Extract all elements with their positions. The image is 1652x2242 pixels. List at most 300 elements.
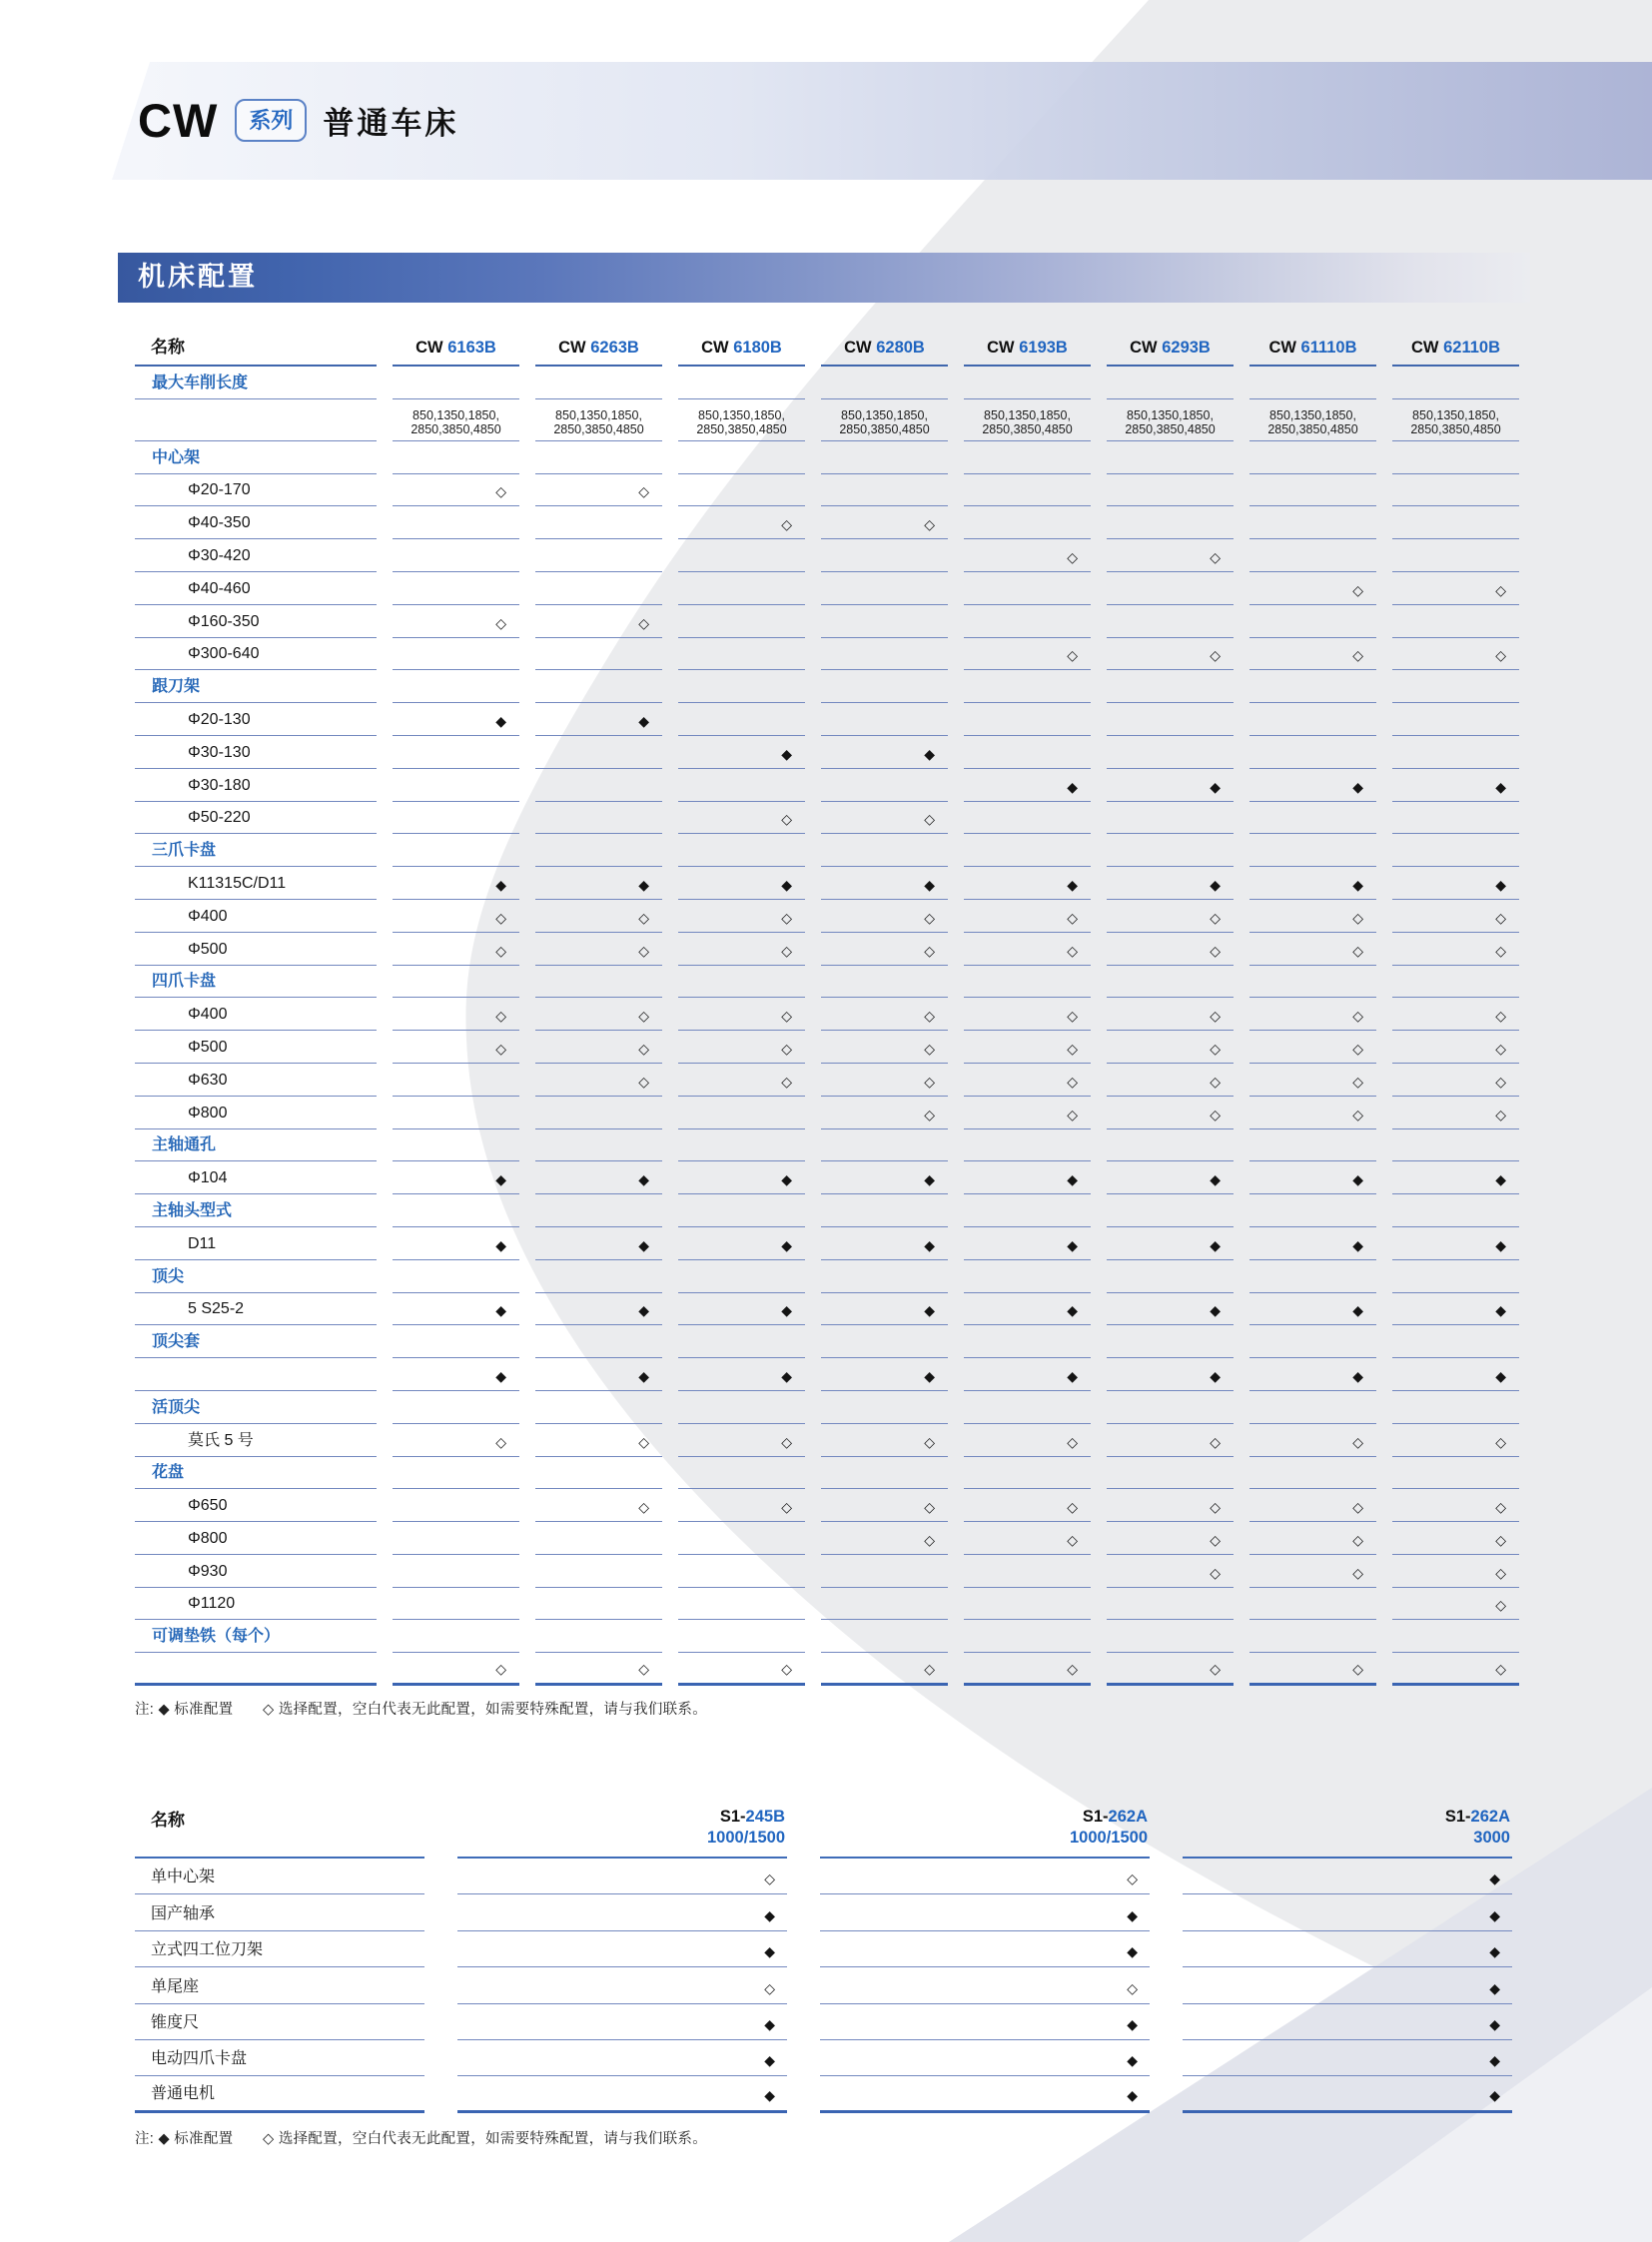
config-cell [678, 1418, 805, 1424]
config-cell [1392, 533, 1519, 539]
config-cell [821, 697, 948, 703]
section-row [135, 1457, 1519, 1490]
config-cell [1249, 533, 1376, 539]
section-row [135, 670, 1519, 703]
config-cell [1249, 632, 1376, 638]
config-cell: ◇ [393, 483, 519, 506]
table-row [135, 769, 1519, 802]
config-cell [1392, 566, 1519, 572]
config-cell [821, 1221, 948, 1227]
config-cell: ◆ [457, 1907, 787, 1931]
section-row [135, 1260, 1519, 1293]
config-cell [1249, 1483, 1376, 1489]
config-cell [535, 1582, 662, 1588]
config-table-note: 注: ◆ 标准配置 ◇ 选择配置，空白代表无此配置，如需要特殊配置，请与我们联系。 [135, 1702, 708, 1718]
config-cell: ◇ [964, 1041, 1091, 1064]
config-cell: ◇ [821, 1434, 948, 1457]
length-values-cell: 850,1350,1850, 2850,3850,4850 [535, 408, 662, 441]
table-row [135, 1555, 1519, 1588]
config-cell [1249, 1614, 1376, 1620]
config-cell [535, 533, 662, 539]
config-cell: ◇ [821, 1074, 948, 1097]
config-cell: ◆ [1107, 1368, 1234, 1391]
row-label: 莫氏 5 号 [135, 1427, 377, 1457]
column-header [678, 339, 805, 367]
config-cell: ◇ [678, 1499, 805, 1522]
config-cell [1249, 1418, 1376, 1424]
config-cell [1249, 468, 1376, 474]
config-cell: ◆ [1249, 1368, 1376, 1391]
config-cell: ◇ [1249, 1074, 1376, 1097]
config-cell [821, 992, 948, 998]
table-row [135, 1931, 1512, 1967]
config-cell [1107, 1155, 1234, 1161]
table-row [135, 933, 1519, 966]
config-cell: ◆ [1183, 1907, 1512, 1931]
config-cell: ◇ [393, 1041, 519, 1064]
row-label: Φ630 [135, 1072, 377, 1097]
config-cell [821, 730, 948, 736]
table-row [135, 1653, 1519, 1686]
section-row [135, 441, 1519, 474]
config-cell: ◇ [1392, 1597, 1519, 1620]
row-label: Φ160-350 [135, 613, 377, 638]
section-label: 跟刀架 [135, 673, 377, 703]
length-values-cell: 850,1350,1850, 2850,3850,4850 [1107, 408, 1234, 441]
config-cell: ◇ [678, 1074, 805, 1097]
config-cell [678, 697, 805, 703]
header-row [135, 330, 1519, 367]
config-cell [821, 796, 948, 802]
config-cell [821, 1352, 948, 1358]
config-cell [821, 1483, 948, 1489]
config-cell [393, 861, 519, 867]
row-label: Φ930 [135, 1563, 377, 1588]
config-cell [535, 1418, 662, 1424]
column-header [457, 1807, 787, 1859]
config-cell [678, 664, 805, 670]
model-number: 6263B [590, 339, 639, 357]
config-cell [1249, 697, 1376, 703]
config-cell: ◇ [1249, 1041, 1376, 1064]
config-cell [1392, 763, 1519, 769]
config-cell [821, 1155, 948, 1161]
config-cell [393, 468, 519, 474]
config-cell [1249, 566, 1376, 572]
column-header [1249, 339, 1376, 367]
config-cell [393, 1549, 519, 1555]
section-label: 主轴头型式 [135, 1197, 377, 1227]
config-cell [393, 1091, 519, 1097]
config-cell [535, 796, 662, 802]
config-cell: ◆ [964, 877, 1091, 900]
s1-config-table [135, 1789, 1512, 2113]
config-cell [964, 632, 1091, 638]
config-cell [678, 1483, 805, 1489]
section-row [135, 367, 1519, 399]
config-cell [393, 599, 519, 605]
config-cell: ◆ [678, 877, 805, 900]
section-label: 顶尖套 [135, 1328, 377, 1358]
config-cell [535, 664, 662, 670]
config-cell: ◆ [821, 1302, 948, 1325]
config-cell [678, 1647, 805, 1653]
config-cell: ◇ [1392, 1499, 1519, 1522]
model-spec: 1000/1500 [1070, 1829, 1148, 1847]
config-cell [964, 533, 1091, 539]
config-cell [535, 1352, 662, 1358]
row-label: Φ300-640 [135, 645, 377, 670]
config-cell [1107, 828, 1234, 834]
table-row [135, 399, 1519, 441]
name-column-header: 名称 [135, 333, 377, 367]
row-label: 电动四爪卡盘 [135, 2045, 424, 2076]
column-header [1183, 1807, 1512, 1859]
config-cell [1249, 1155, 1376, 1161]
config-cell: ◇ [820, 1980, 1150, 2004]
config-cell [964, 828, 1091, 834]
config-cell [821, 861, 948, 867]
config-cell [678, 566, 805, 572]
s1-table-note: 注: ◆ 标准配置 ◇ 选择配置，空白代表无此配置，如需要特殊配置，请与我们联系。 [135, 2131, 708, 2147]
config-cell [821, 1418, 948, 1424]
config-cell: ◆ [393, 1302, 519, 1325]
config-cell: ◇ [821, 1532, 948, 1555]
config-cell: ◆ [1183, 2087, 1512, 2113]
row-label: Φ650 [135, 1497, 377, 1522]
config-table [135, 330, 1519, 1686]
row-label: 单尾座 [135, 1973, 424, 2004]
name-column-header: 名称 [135, 1806, 424, 1859]
config-cell [964, 697, 1091, 703]
config-cell: ◇ [1107, 1008, 1234, 1031]
config-cell [1392, 468, 1519, 474]
model-number: 6293B [1162, 339, 1211, 357]
config-cell [535, 697, 662, 703]
column-header [1392, 339, 1519, 367]
config-cell [964, 1647, 1091, 1653]
config-cell [1392, 500, 1519, 506]
config-cell [821, 468, 948, 474]
config-cell: ◆ [964, 1171, 1091, 1194]
config-cell [1392, 697, 1519, 703]
table-row [135, 1031, 1519, 1064]
config-cell: ◇ [1249, 1008, 1376, 1031]
config-cell: ◆ [1249, 779, 1376, 802]
config-cell [1249, 1221, 1376, 1227]
config-cell [1107, 992, 1234, 998]
table-row [135, 867, 1519, 900]
config-cell: ◇ [535, 910, 662, 933]
model-spec: 1000/1500 [707, 1829, 785, 1847]
config-cell [1249, 861, 1376, 867]
config-cell [393, 1287, 519, 1293]
config-cell: ◆ [535, 1171, 662, 1194]
config-cell: ◆ [821, 877, 948, 900]
config-cell [1392, 730, 1519, 736]
section-row [135, 1620, 1519, 1653]
config-cell [821, 1647, 948, 1653]
config-cell [1107, 500, 1234, 506]
config-cell: ◆ [1249, 1237, 1376, 1260]
config-cell [1249, 500, 1376, 506]
config-cell [535, 861, 662, 867]
config-cell: ◆ [535, 1237, 662, 1260]
row-label: 单中心架 [135, 1864, 424, 1894]
config-cell [964, 1582, 1091, 1588]
table-row [135, 802, 1519, 835]
length-values-cell: 850,1350,1850, 2850,3850,4850 [393, 408, 519, 441]
config-cell: ◆ [535, 713, 662, 736]
model-number: 62110B [1443, 339, 1500, 357]
row-label: 普通电机 [135, 2080, 424, 2113]
table-row [135, 998, 1519, 1031]
table-row [135, 2040, 1512, 2076]
config-cell [393, 1516, 519, 1522]
config-cell [393, 1647, 519, 1653]
row-label [135, 1677, 377, 1686]
config-cell [1107, 1287, 1234, 1293]
table-row [135, 1894, 1512, 1930]
config-cell [964, 1483, 1091, 1489]
row-label: Φ800 [135, 1530, 377, 1555]
config-cell: ◇ [535, 1661, 662, 1686]
config-cell: ◇ [535, 1499, 662, 1522]
row-label: Φ500 [135, 1039, 377, 1064]
config-cell [1249, 1352, 1376, 1358]
column-header [964, 339, 1091, 367]
config-cell: ◇ [1107, 1107, 1234, 1129]
config-cell [535, 393, 662, 399]
table-row [135, 1489, 1519, 1522]
config-cell: ◇ [821, 516, 948, 539]
row-label: Φ20-130 [135, 711, 377, 736]
config-cell [1107, 632, 1234, 638]
section-label: 顶尖 [135, 1263, 377, 1293]
config-cell [393, 1221, 519, 1227]
config-cell [1249, 730, 1376, 736]
config-cell [821, 1614, 948, 1620]
config-cell: ◇ [964, 1499, 1091, 1522]
config-cell [1392, 393, 1519, 399]
config-cell: ◆ [1392, 1368, 1519, 1391]
config-cell [535, 763, 662, 769]
row-label [135, 1384, 377, 1391]
section-row [135, 966, 1519, 999]
config-cell: ◆ [1107, 877, 1234, 900]
config-cell [1392, 1483, 1519, 1489]
section-row [135, 1325, 1519, 1358]
config-cell: ◆ [1183, 1870, 1512, 1894]
config-cell: ◇ [964, 1074, 1091, 1097]
config-cell: ◇ [1107, 1074, 1234, 1097]
config-cell: ◆ [1392, 1302, 1519, 1325]
config-cell [393, 992, 519, 998]
config-cell: ◇ [678, 1008, 805, 1031]
config-cell: ◇ [457, 1980, 787, 2004]
config-cell [678, 992, 805, 998]
model-prefix: S1- [1082, 1808, 1109, 1826]
config-cell: ◇ [1392, 647, 1519, 670]
config-cell [678, 730, 805, 736]
table-row [135, 900, 1519, 933]
model-prefix: CW [415, 339, 448, 357]
section-label: 花盘 [135, 1459, 377, 1489]
table-row [135, 1064, 1519, 1097]
config-cell: ◇ [1392, 943, 1519, 966]
config-cell: ◆ [820, 2016, 1150, 2040]
config-cell [1107, 697, 1234, 703]
model-prefix: CW [1268, 339, 1301, 357]
product-name: 普通车床 [323, 106, 459, 141]
model-prefix: CW [701, 339, 734, 357]
table-row [135, 1859, 1512, 1894]
table-row [135, 1358, 1519, 1391]
config-cell: ◇ [1392, 910, 1519, 933]
config-cell [393, 533, 519, 539]
config-cell: ◇ [1249, 1499, 1376, 1522]
config-cell [535, 599, 662, 605]
config-cell [678, 1123, 805, 1129]
length-values-cell: 850,1350,1850, 2850,3850,4850 [678, 408, 805, 441]
config-cell: ◆ [1249, 1302, 1376, 1325]
config-cell [1392, 1352, 1519, 1358]
config-cell: ◆ [820, 2052, 1150, 2076]
table-row [135, 1588, 1519, 1621]
table-row [135, 2004, 1512, 2040]
section-row [135, 1129, 1519, 1162]
config-cell: ◇ [678, 811, 805, 834]
series-tag-badge: 系列 [235, 99, 307, 142]
config-cell [1107, 1483, 1234, 1489]
config-cell: ◇ [535, 1041, 662, 1064]
table-row [135, 2076, 1512, 2112]
config-cell [535, 1549, 662, 1555]
config-cell: ◇ [1107, 647, 1234, 670]
row-label: Φ30-130 [135, 744, 377, 769]
config-cell [964, 1418, 1091, 1424]
row-label: Φ104 [135, 1169, 377, 1194]
config-cell [393, 664, 519, 670]
config-cell: ◇ [678, 1661, 805, 1686]
config-cell [1392, 632, 1519, 638]
model-prefix: CW [1130, 339, 1163, 357]
table-row [135, 572, 1519, 605]
config-cell: ◆ [457, 2016, 787, 2040]
config-cell: ◇ [1392, 1074, 1519, 1097]
row-label: Φ500 [135, 941, 377, 966]
config-cell [821, 664, 948, 670]
config-cell: ◇ [1107, 1532, 1234, 1555]
page-title [138, 93, 458, 148]
model-number: 61110B [1300, 339, 1357, 357]
column-header [821, 339, 948, 367]
section-label: 最大车削长度 [135, 370, 377, 399]
config-cell: ◇ [393, 1008, 519, 1031]
config-cell: ◇ [1392, 1661, 1519, 1686]
config-cell [535, 1123, 662, 1129]
config-cell: ◆ [1249, 877, 1376, 900]
table-row [135, 1522, 1519, 1555]
config-cell [964, 1287, 1091, 1293]
config-cell: ◇ [535, 615, 662, 638]
config-cell: ◇ [821, 811, 948, 834]
config-cell: ◇ [1249, 1532, 1376, 1555]
model-number: 262A [1470, 1808, 1510, 1826]
config-cell: ◇ [821, 1107, 948, 1129]
config-cell: ◇ [535, 1434, 662, 1457]
config-cell: ◇ [1107, 1565, 1234, 1588]
config-cell [1249, 992, 1376, 998]
config-cell [1392, 992, 1519, 998]
config-cell [1107, 468, 1234, 474]
config-cell [1392, 828, 1519, 834]
config-cell [964, 1155, 1091, 1161]
config-cell: ◆ [678, 1237, 805, 1260]
config-cell [1107, 1614, 1234, 1620]
config-cell: ◆ [457, 2087, 787, 2113]
section-row [135, 1391, 1519, 1424]
config-cell [535, 992, 662, 998]
config-cell [821, 393, 948, 399]
row-label: 锥度尺 [135, 2009, 424, 2040]
config-cell [678, 500, 805, 506]
config-cell: ◇ [1249, 582, 1376, 605]
config-cell [964, 1352, 1091, 1358]
config-cell [393, 1123, 519, 1129]
config-cell: ◆ [821, 746, 948, 769]
config-cell [535, 1647, 662, 1653]
row-label: 立式四工位刀架 [135, 1936, 424, 1967]
config-cell: ◇ [1249, 647, 1376, 670]
config-cell [393, 1155, 519, 1161]
model-number: 6280B [876, 339, 925, 357]
table-row [135, 736, 1519, 769]
table-row [135, 605, 1519, 638]
config-cell: ◇ [1249, 943, 1376, 966]
config-cell: ◇ [821, 910, 948, 933]
config-cell [535, 566, 662, 572]
config-cell: ◇ [1392, 1041, 1519, 1064]
config-cell: ◇ [1107, 1041, 1234, 1064]
row-label: Φ50-220 [135, 809, 377, 834]
config-cell [1107, 730, 1234, 736]
table-row [135, 1967, 1512, 2003]
config-cell: ◆ [1183, 2016, 1512, 2040]
row-label: Φ30-420 [135, 547, 377, 572]
config-cell: ◇ [393, 910, 519, 933]
section-label: 活顶尖 [135, 1394, 377, 1424]
config-cell [678, 599, 805, 605]
config-cell: ◇ [1249, 910, 1376, 933]
config-cell [821, 500, 948, 506]
model-prefix: CW [558, 339, 591, 357]
config-cell [821, 599, 948, 605]
config-cell [678, 1614, 805, 1620]
config-cell [1249, 828, 1376, 834]
row-label: 国产轴承 [135, 1900, 424, 1931]
config-cell: ◆ [964, 779, 1091, 802]
config-cell: ◆ [393, 1368, 519, 1391]
model-prefix: S1- [1444, 1808, 1471, 1826]
config-cell [821, 632, 948, 638]
model-prefix: S1- [719, 1808, 746, 1826]
config-cell [535, 828, 662, 834]
config-cell [964, 393, 1091, 399]
config-cell [393, 763, 519, 769]
config-cell [1392, 861, 1519, 867]
config-cell: ◆ [535, 877, 662, 900]
